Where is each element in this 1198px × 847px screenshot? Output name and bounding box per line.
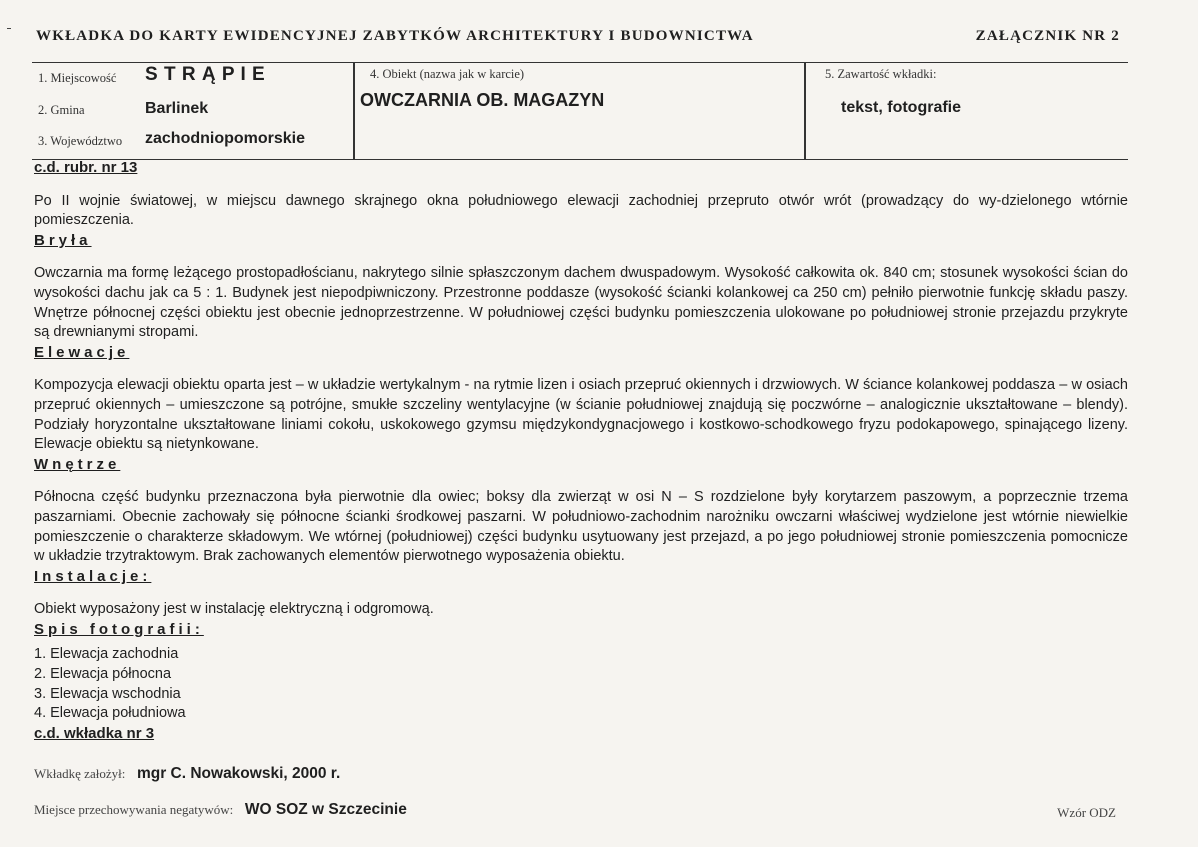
elewacje-paragraph: Kompozycja elewacji obiektu oparta jest – w układzie wertykalnym - na rytmie lizen i osiach przepruć okiennych i drzwiowych. W ściance kolankowej poddasza – w osiach przepruć okiennych – umieszczone są potrójne, smukłe szczeliny wentylacyjne (w ścianie południowej znajdują się poczwórne – analogicznie ukształtowane – blendy). Podziały horyzontalne ukształtowane liniami cokołu, uskokowego gzymsu międzykondygnacjowego i kostkowo-schodkowego fryzu podokapowego, spinającego lizeny. Elewacje obiektu są nietynkowane. bbox=[34, 377, 1128, 453]
storage-line bbox=[34, 801, 407, 819]
instalacje-paragraph: Obiekt wyposażony jest w instalację elektryczną i odgromową. bbox=[34, 601, 434, 618]
margin-mark bbox=[7, 28, 11, 29]
voivodeship-value: zachodniopomorskie bbox=[145, 130, 306, 147]
commune-value: Barlinek bbox=[145, 100, 209, 117]
locality-value: S T R Ą P I E bbox=[145, 64, 266, 85]
list-item: 3. Elewacja wschodnia bbox=[34, 685, 181, 702]
contents-label: 5. Zawartość wkładki: bbox=[825, 67, 937, 81]
author-label: Wkładkę założył: bbox=[34, 766, 126, 781]
continuation-heading: c.d. rubr. nr 13 bbox=[34, 159, 138, 176]
wnetrze-paragraph: Północna część budynku przeznaczona była pierwotnie dla owiec; boksy dla zwierząt w osi N – S rozdzielone były korytarzem paszowym, a poprzecznie trzema paszarniami. Obecnie zachowały się północne ścianki środkowej paszarni. W południowo-zachodnim narożniku owczarni właściwej wydzielone jest wtórnie niewielkie pomieszczenie o charakterze składowym. We wtórnej (południowej) części budynku usytuowany jest przejazd, a po jego południowej stronie pomieszczenia pomocnicze w układzie trzytraktowym. Brak zachowanych elementów pierwotnego wyposażenia obiektu. bbox=[34, 489, 1128, 565]
bryla-paragraph: Owczarnia ma formę leżącego prostopadłościanu, nakrytego silnie spłaszczonym dachem dwuspadowym. Wysokość całkowita ok. 840 cm; stosunek wysokości ścian do wysokości dachu jak ca 5 : 1. Budynek jest niepodpiwniczony. Przestronne poddasze (wysokość ścianki kolankowej ca 250 cm) pełniło pierwotnie funkcję składu paszy. Wnętrze północnej części obiektu jest obecnie jednoprzestrzenne. W południowej części budynku pomieszczenia ulokowane po południowej stronie przejazdu przykryte są drewnianymi stropami. bbox=[34, 265, 1128, 341]
list-item: 4. Elewacja południowa bbox=[34, 705, 186, 722]
commune-label: 2. Gmina bbox=[38, 103, 85, 117]
contents-value: tekst, fotografie bbox=[841, 99, 962, 116]
author-value: mgr C. Nowakowski, 2000 r. bbox=[136, 765, 341, 782]
elewacje-heading: Elewacje bbox=[34, 343, 130, 361]
page-header bbox=[36, 28, 1120, 50]
author-line bbox=[34, 765, 340, 783]
identification-table bbox=[32, 62, 1128, 160]
bryla-heading: Bryła bbox=[34, 231, 92, 249]
photo-list bbox=[34, 645, 1128, 723]
template-label: Wzór ODZ bbox=[1057, 805, 1116, 820]
next-insert-heading: c.d. wkładka nr 3 bbox=[34, 724, 155, 742]
object-value: OWCZARNIA OB. MAGAZYN bbox=[360, 90, 605, 110]
locality-label: 1. Miejscowość bbox=[38, 71, 117, 85]
column-divider bbox=[353, 63, 355, 159]
voivodeship-label: 3. Województwo bbox=[38, 134, 123, 148]
list-item: 1. Elewacja zachodnia bbox=[34, 646, 179, 663]
annex-number: ZAŁĄCZNIK NR 2 bbox=[975, 28, 1120, 44]
description-body bbox=[34, 158, 1128, 743]
photos-heading: Spis fotografii: bbox=[34, 620, 204, 638]
list-item: 2. Elewacja północna bbox=[34, 666, 172, 683]
storage-label: Miejsce przechowywania negatywów: bbox=[34, 802, 234, 817]
instalacje-heading: Instalacje: bbox=[34, 567, 152, 585]
storage-value: WO SOZ w Szczecinie bbox=[244, 801, 407, 818]
wnetrze-heading: Wnętrze bbox=[34, 455, 121, 473]
object-label: 4. Obiekt (nazwa jak w karcie) bbox=[370, 67, 525, 81]
column-divider bbox=[804, 63, 806, 159]
intro-paragraph: Po II wojnie światowej, w miejscu dawnego skrajnego okna południowego elewacji zachodniej przepruto otwór wrót (prowadzący do wy-dzielonego wtórnie pomieszczenia. bbox=[34, 192, 1128, 229]
form-title: WKŁADKA DO KARTY EWIDENCYJNEJ ZABYTKÓW ARCHITEKTURY I BUDOWNICTWA bbox=[36, 28, 754, 44]
